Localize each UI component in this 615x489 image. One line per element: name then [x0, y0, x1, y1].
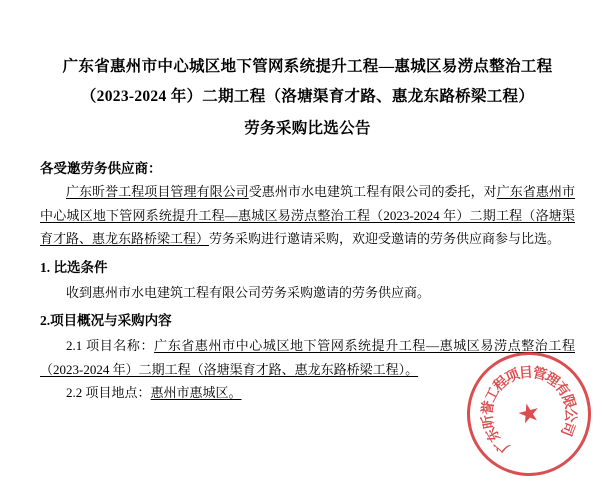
- seal-char: 管: [530, 365, 549, 384]
- seal-char: 广: [492, 434, 513, 455]
- seal-char: 昕: [480, 413, 498, 430]
- seal-char: 誉: [480, 399, 498, 416]
- section-1-heading: [40, 255, 575, 281]
- salutation: 各受邀劳务供应商：: [40, 161, 162, 176]
- section-2-item-1-label: 2.1 项目名称：: [66, 338, 155, 353]
- title-line-1: 广东省惠州市中心城区地下管网系统提升工程—惠城区易涝点整治工程: [62, 58, 553, 75]
- seal-char: 工: [483, 385, 504, 405]
- intro-agency-name: 广东昕誉工程项目管理有限公司: [66, 184, 249, 199]
- section-2-item-2-label: 2.2 项目地点：: [66, 385, 151, 400]
- section-2-title: 项目概况与采购内容: [50, 313, 172, 328]
- seal-char: 目: [518, 365, 534, 382]
- section-1-body: 收到惠州市水电建筑工程有限公司劳务采购邀请的劳务供应商。: [66, 284, 431, 300]
- seal-char: 项: [503, 367, 523, 387]
- section-2-number: 2.: [40, 313, 51, 328]
- section-2-item-2-value: 惠州市惠城区。: [150, 385, 242, 400]
- title-line-2: （2023-2024 年）二期工程（洛塘渠育才路、惠龙东路桥梁工程）: [80, 88, 535, 105]
- seal-char: 限: [558, 392, 577, 411]
- seal-char: 司: [557, 419, 577, 438]
- section-2-heading: [40, 308, 575, 334]
- title-line-3: 劳务采购比选公告: [244, 120, 371, 137]
- section-1-title: 比选条件: [53, 259, 108, 275]
- section-1-number: 1.: [40, 259, 51, 275]
- seal-star-icon: ★: [514, 396, 544, 431]
- seal-char: 理: [541, 370, 562, 391]
- intro-project-name: 广东省惠州市中心城区地下管网系统提升工程—惠城区易涝点整治工程（2023-2024 年）二期工程（洛塘渠育才路、惠龙东路桥梁工程）: [40, 184, 575, 246]
- seal-char: 东: [483, 424, 504, 444]
- seal-char: 有: [551, 379, 572, 400]
- seal-char: 公: [561, 408, 578, 423]
- section-2-item-1-value: 广东省惠州市中心城区地下管网系统提升工程—惠城区易涝点整治工程（2023-2024 年）二期工程（洛塘渠育才路、惠龙东路桥梁工程）。: [40, 338, 575, 377]
- intro-text-1: 受惠州市水电建筑工程有限公司的委托，对: [248, 184, 497, 199]
- intro-text-2: 劳务采购进行邀请采购，欢迎受邀请的劳务供应商参与比选。: [209, 231, 561, 246]
- seal-char: 程: [491, 374, 512, 395]
- document-title: [40, 52, 575, 144]
- intro-paragraph: [40, 180, 575, 251]
